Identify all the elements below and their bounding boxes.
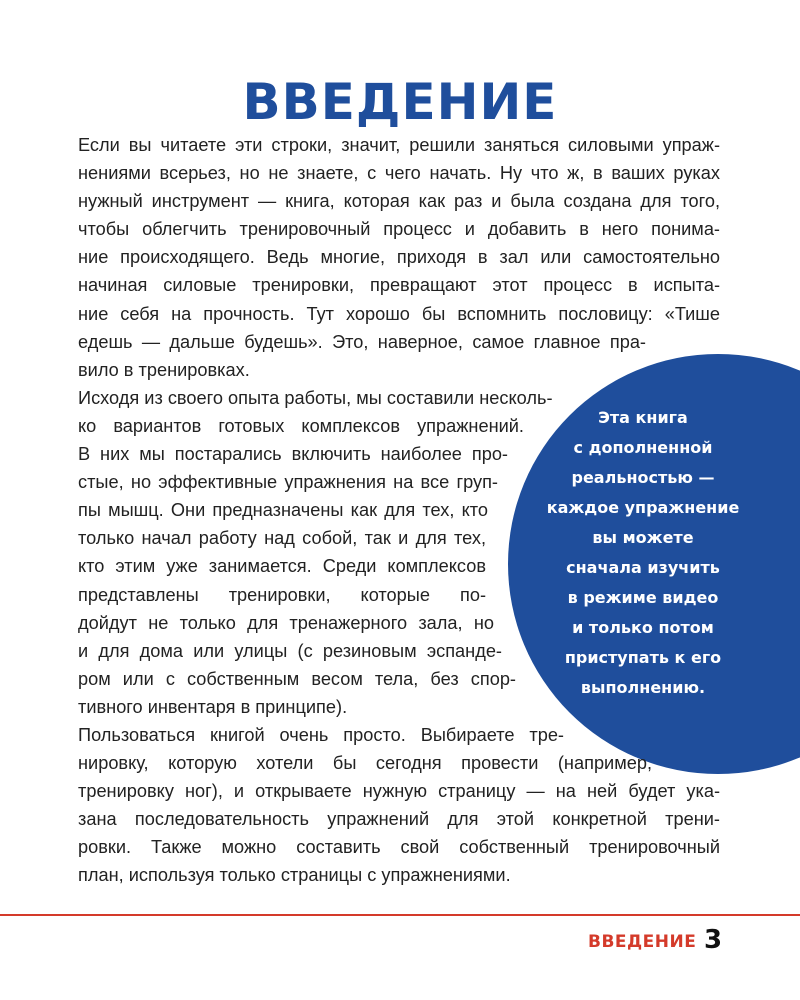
page-title: ВВЕДЕНИЕ (242, 73, 558, 131)
footer-section-label: ВВЕДЕНИЕ (588, 932, 697, 952)
callout-line: в режиме видео (567, 588, 719, 607)
callout-line: и только потом (572, 618, 714, 637)
body-line: Если вы читаете эти строки, значит, решили заняться силовыми упраж- (78, 135, 720, 155)
body-line: только начал работу над собой, так и для тех, (78, 528, 486, 549)
body-line: Исходя из своего опыта работы, мы составили несколь- (78, 387, 553, 408)
body-line: нужный инструмент — книга, которая как раз и была создана для того, (78, 191, 720, 212)
body-line: В них мы постарались включить наиболее про- (78, 444, 508, 465)
body-line: представлены тренировки, которые по- (78, 584, 486, 605)
body-line: нениями всерьез, но не знаете, с чего начать. Ну что ж, в ваших руках (78, 163, 720, 184)
body-line: дойдут не только для тренажерного зала, но (78, 612, 494, 633)
body-line: кто этим уже занимается. Среди комплексов (78, 556, 486, 577)
body-line: нировку, которую хотели бы сегодня провести (например, (78, 753, 652, 774)
body-line: вило в тренировках. (78, 359, 250, 380)
body-line: ко вариантов готовых комплексов упражнений. (78, 415, 524, 436)
page-number: 3 (704, 925, 723, 955)
body-line: стые, но эффективные упражнения на все груп- (78, 472, 498, 493)
body-line: ние происходящего. Ведь многие, приходя в зал или самостоятельно (78, 247, 720, 268)
body-line: ром или с собственным весом тела, без спор- (78, 668, 516, 689)
callout-line: Эта книга (598, 408, 688, 427)
callout-line: выполнению. (580, 678, 706, 697)
callout-text (518, 403, 768, 703)
footer-divider (0, 914, 800, 916)
callout-line: вы можете (592, 528, 694, 547)
callout-line: реальностью — (571, 468, 715, 487)
callout-line: с дополненной (573, 438, 713, 457)
body-line: тивного инвентаря в принципе). (78, 696, 348, 717)
body-line: чтобы облегчить тренировочный процесс и добавить в него понима- (78, 219, 720, 240)
body-line: ние себя на прочность. Тут хорошо бы вспомнить пословицу: «Тише (78, 303, 720, 324)
body-line: и для дома или улицы (с резиновым эспанде- (78, 640, 502, 661)
body-line: Пользоваться книгой очень просто. Выбираете тре- (78, 724, 564, 745)
body-line: начиная силовые тренировки, превращают этот процесс в испыта- (78, 275, 720, 296)
callout-line: сначала изучить (566, 558, 720, 577)
body-line: план, используя только страницы с упражнениями. (78, 865, 511, 886)
body-line: едешь — дальше будешь». Это, наверное, самое главное пра- (78, 331, 646, 352)
callout-line: каждое упражнение (546, 498, 740, 517)
body-line: тренировку ног), и открываете нужную страницу — на ней будет ука- (78, 781, 720, 802)
callout-line: приступать к его (564, 648, 722, 667)
body-line: зана последовательность упражнений для этой конкретной трени- (78, 809, 720, 830)
body-line: пы мышц. Они предназначены как для тех, кто (78, 500, 488, 521)
body-line: ровки. Также можно составить свой собственный тренировочный (78, 837, 720, 858)
